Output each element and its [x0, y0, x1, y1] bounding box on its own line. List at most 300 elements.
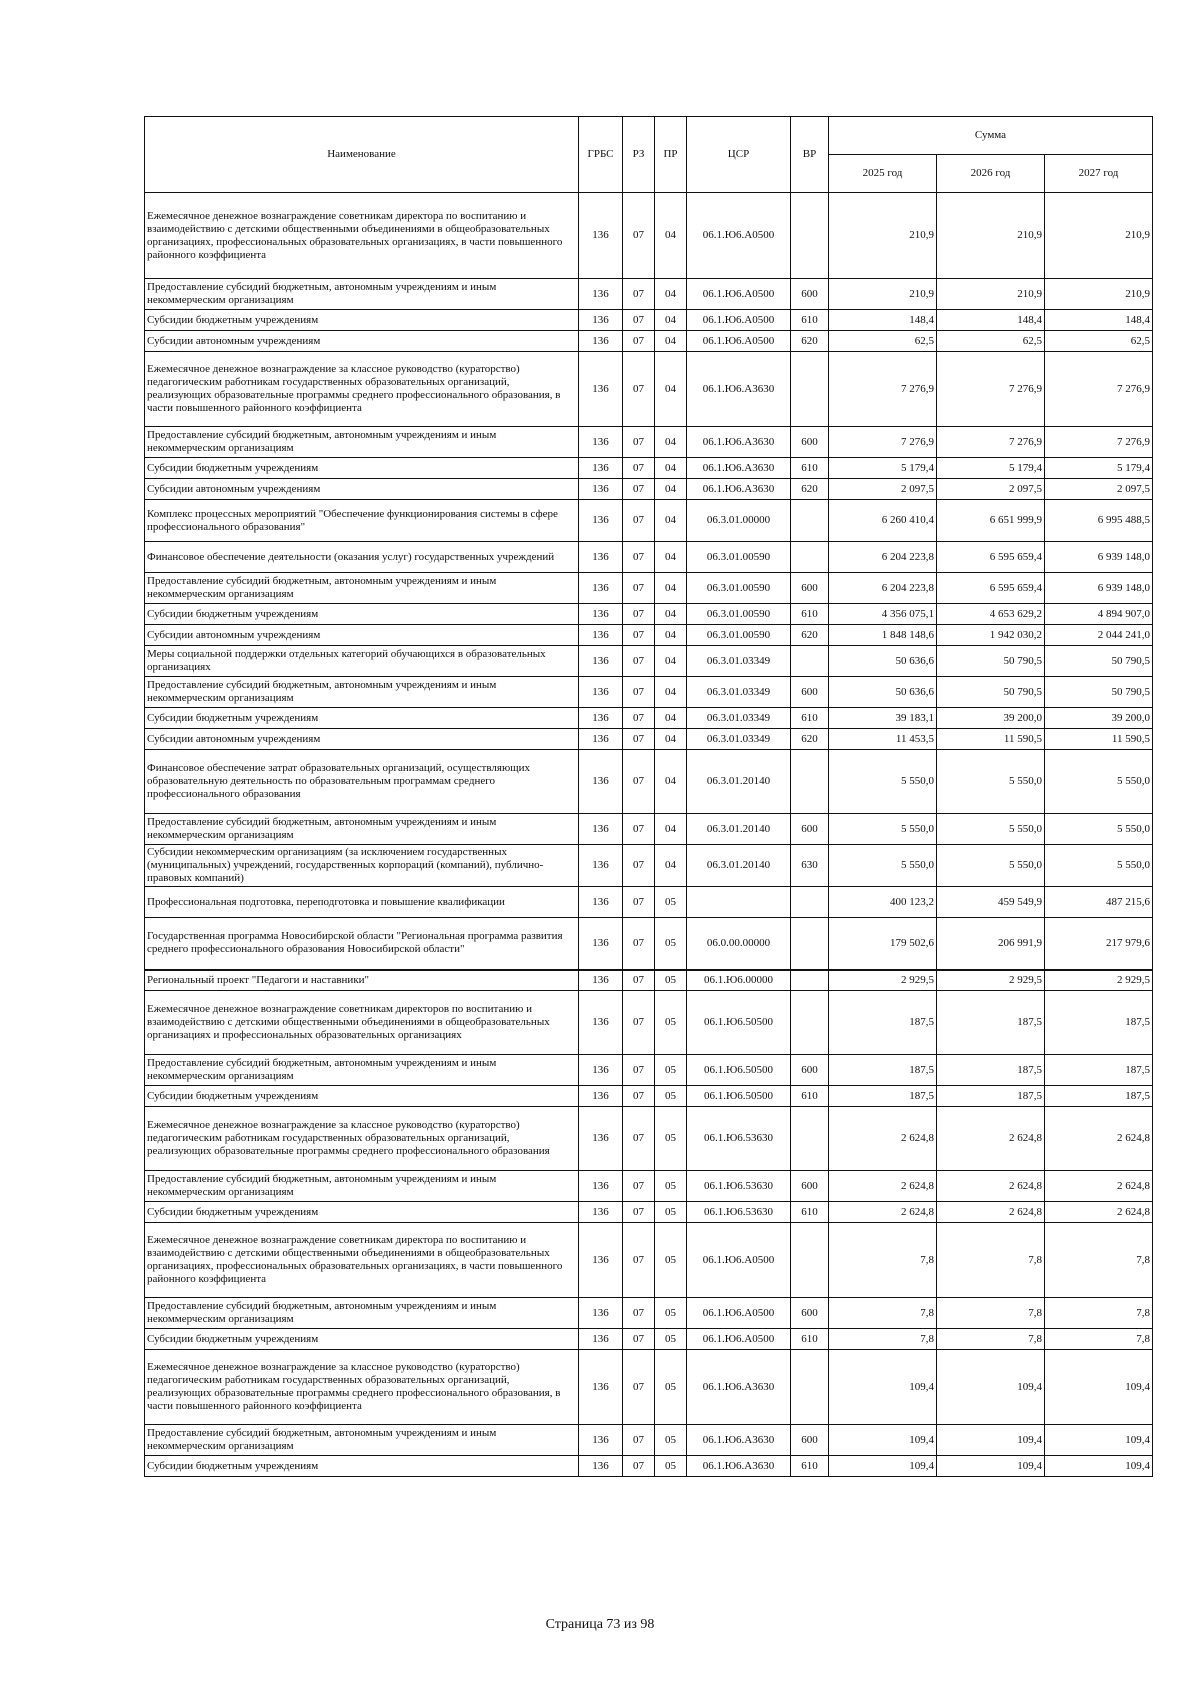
row-name: Ежемесячное денежное вознаграждение советникам директора по воспитанию и взаимодействию с детскими общественными объединениями в общеобразовательных организациях, профессиональных образовательных организациях, в части повышенного районного коэффициента — [145, 193, 579, 279]
row-value-2027: 217 979,6 — [1045, 918, 1153, 970]
row-rz: 07 — [623, 604, 655, 625]
row-csr: 06.3.01.20140 — [687, 750, 791, 814]
row-pr: 05 — [655, 970, 687, 991]
row-value-2025: 148,4 — [829, 310, 937, 331]
row-value-2027: 210,9 — [1045, 279, 1153, 310]
row-name: Субсидии автономным учреждениям — [145, 479, 579, 500]
row-value-2027: 5 550,0 — [1045, 845, 1153, 887]
table-row — [145, 918, 1153, 970]
row-pr: 04 — [655, 500, 687, 542]
row-value-2027: 11 590,5 — [1045, 729, 1153, 750]
row-csr: 06.1.Ю6.А0500 — [687, 1223, 791, 1298]
row-value-2026: 62,5 — [937, 331, 1045, 352]
row-name: Меры социальной поддержки отдельных категорий обучающихся в образовательных организациях — [145, 646, 579, 677]
row-rz: 07 — [623, 1171, 655, 1202]
row-value-2026: 5 550,0 — [937, 750, 1045, 814]
row-rz: 07 — [623, 427, 655, 458]
row-vr: 620 — [791, 479, 829, 500]
row-value-2026: 2 624,8 — [937, 1107, 1045, 1171]
row-value-2025: 2 097,5 — [829, 479, 937, 500]
row-name: Ежемесячное денежное вознаграждение за классное руководство (кураторство) педагогическим работникам государственных образовательных организаций, реализующих образовательные программы среднего профессионального образования — [145, 1107, 579, 1171]
row-name: Предоставление субсидий бюджетным, автономным учреждениям и иным некоммерческим организациям — [145, 814, 579, 845]
row-name: Субсидии бюджетным учреждениям — [145, 458, 579, 479]
row-value-2025: 7 276,9 — [829, 352, 937, 427]
row-value-2025: 62,5 — [829, 331, 937, 352]
row-pr: 04 — [655, 310, 687, 331]
row-rz: 07 — [623, 991, 655, 1055]
row-name: Предоставление субсидий бюджетным, автономным учреждениям и иным некоммерческим организациям — [145, 427, 579, 458]
row-pr: 04 — [655, 604, 687, 625]
row-csr: 06.3.01.00000 — [687, 500, 791, 542]
row-name: Региональный проект "Педагоги и наставники" — [145, 970, 579, 991]
row-vr: 600 — [791, 573, 829, 604]
row-name: Субсидии бюджетным учреждениям — [145, 310, 579, 331]
row-rz: 07 — [623, 970, 655, 991]
row-grbs: 136 — [579, 1350, 623, 1425]
row-value-2026: 7,8 — [937, 1329, 1045, 1350]
row-value-2026: 4 653 629,2 — [937, 604, 1045, 625]
row-value-2026: 109,4 — [937, 1456, 1045, 1477]
row-grbs: 136 — [579, 677, 623, 708]
row-vr: 600 — [791, 814, 829, 845]
header-rz: РЗ — [623, 117, 655, 193]
row-value-2026: 5 550,0 — [937, 814, 1045, 845]
row-rz: 07 — [623, 729, 655, 750]
row-value-2025: 11 453,5 — [829, 729, 937, 750]
header-year-2025: 2025 год — [829, 155, 937, 193]
row-csr: 06.1.Ю6.А0500 — [687, 1298, 791, 1329]
row-name: Предоставление субсидий бюджетным, автономным учреждениям и иным некоммерческим организациям — [145, 1171, 579, 1202]
header-sum: Сумма — [829, 117, 1153, 155]
row-csr: 06.1.Ю6.А0500 — [687, 1329, 791, 1350]
row-pr: 05 — [655, 1202, 687, 1223]
row-name: Ежемесячное денежное вознаграждение за классное руководство (кураторство) педагогическим работникам государственных образовательных организаций, реализующих образовательные программы среднего профессионального образования, в части повышенного районного коэффициента — [145, 1350, 579, 1425]
header-name: Наименование — [145, 117, 579, 193]
row-value-2026: 5 179,4 — [937, 458, 1045, 479]
row-vr: 610 — [791, 604, 829, 625]
table-row — [145, 1298, 1153, 1329]
row-value-2026: 7,8 — [937, 1223, 1045, 1298]
row-grbs: 136 — [579, 887, 623, 918]
row-value-2027: 2 624,8 — [1045, 1171, 1153, 1202]
row-value-2027: 6 995 488,5 — [1045, 500, 1153, 542]
row-grbs: 136 — [579, 1223, 623, 1298]
row-rz: 07 — [623, 1329, 655, 1350]
row-pr: 05 — [655, 1107, 687, 1171]
row-value-2027: 6 939 148,0 — [1045, 542, 1153, 573]
table-row — [145, 729, 1153, 750]
row-value-2027: 7,8 — [1045, 1298, 1153, 1329]
row-value-2026: 109,4 — [937, 1350, 1045, 1425]
row-rz: 07 — [623, 1202, 655, 1223]
table-row — [145, 331, 1153, 352]
row-value-2025: 7,8 — [829, 1298, 937, 1329]
table-row — [145, 1350, 1153, 1425]
row-pr: 04 — [655, 352, 687, 427]
table-row — [145, 1456, 1153, 1477]
row-csr: 06.3.01.00590 — [687, 625, 791, 646]
row-pr: 05 — [655, 1171, 687, 1202]
row-value-2025: 2 929,5 — [829, 970, 937, 991]
row-vr — [791, 750, 829, 814]
table-row — [145, 604, 1153, 625]
header-vr: ВР — [791, 117, 829, 193]
row-vr — [791, 646, 829, 677]
row-csr: 06.1.Ю6.А0500 — [687, 279, 791, 310]
row-name: Предоставление субсидий бюджетным, автономным учреждениям и иным некоммерческим организациям — [145, 1055, 579, 1086]
row-value-2025: 6 204 223,8 — [829, 573, 937, 604]
table-row — [145, 352, 1153, 427]
row-value-2026: 5 550,0 — [937, 845, 1045, 887]
row-vr — [791, 991, 829, 1055]
row-vr — [791, 918, 829, 970]
row-csr: 06.3.01.20140 — [687, 845, 791, 887]
row-value-2026: 50 790,5 — [937, 646, 1045, 677]
table-row — [145, 1202, 1153, 1223]
row-rz: 07 — [623, 310, 655, 331]
row-value-2027: 50 790,5 — [1045, 677, 1153, 708]
row-csr: 06.1.Ю6.А3630 — [687, 352, 791, 427]
row-pr: 04 — [655, 573, 687, 604]
row-value-2025: 179 502,6 — [829, 918, 937, 970]
row-value-2027: 148,4 — [1045, 310, 1153, 331]
row-name: Предоставление субсидий бюджетным, автономным учреждениям и иным некоммерческим организациям — [145, 279, 579, 310]
row-value-2027: 187,5 — [1045, 991, 1153, 1055]
row-value-2027: 6 939 148,0 — [1045, 573, 1153, 604]
row-grbs: 136 — [579, 991, 623, 1055]
row-value-2026: 6 595 659,4 — [937, 573, 1045, 604]
table-row — [145, 625, 1153, 646]
table-row — [145, 1086, 1153, 1107]
row-pr: 04 — [655, 729, 687, 750]
budget-table — [144, 116, 1153, 1477]
table-row — [145, 814, 1153, 845]
table-row — [145, 750, 1153, 814]
row-grbs: 136 — [579, 750, 623, 814]
table-row — [145, 970, 1153, 991]
row-vr: 620 — [791, 729, 829, 750]
row-pr: 04 — [655, 193, 687, 279]
row-value-2025: 210,9 — [829, 279, 937, 310]
row-rz: 07 — [623, 887, 655, 918]
row-csr: 06.3.01.00590 — [687, 604, 791, 625]
row-value-2027: 5 550,0 — [1045, 814, 1153, 845]
row-grbs: 136 — [579, 1086, 623, 1107]
row-rz: 07 — [623, 479, 655, 500]
row-value-2025: 2 624,8 — [829, 1171, 937, 1202]
row-pr: 04 — [655, 331, 687, 352]
row-grbs: 136 — [579, 708, 623, 729]
row-rz: 07 — [623, 279, 655, 310]
row-csr: 06.3.01.03349 — [687, 646, 791, 677]
row-csr: 06.1.Ю6.А3630 — [687, 1350, 791, 1425]
row-rz: 07 — [623, 352, 655, 427]
row-value-2025: 109,4 — [829, 1456, 937, 1477]
row-value-2026: 459 549,9 — [937, 887, 1045, 918]
row-value-2025: 7,8 — [829, 1223, 937, 1298]
row-csr: 06.1.Ю6.А3630 — [687, 458, 791, 479]
row-pr: 04 — [655, 750, 687, 814]
row-rz: 07 — [623, 750, 655, 814]
header-grbs: ГРБС — [579, 117, 623, 193]
row-value-2025: 5 550,0 — [829, 845, 937, 887]
row-csr: 06.3.01.03349 — [687, 729, 791, 750]
row-vr: 600 — [791, 279, 829, 310]
row-value-2027: 50 790,5 — [1045, 646, 1153, 677]
row-rz: 07 — [623, 1107, 655, 1171]
row-grbs: 136 — [579, 604, 623, 625]
row-value-2026: 210,9 — [937, 193, 1045, 279]
row-name: Предоставление субсидий бюджетным, автономным учреждениям и иным некоммерческим организациям — [145, 1425, 579, 1456]
row-vr — [791, 970, 829, 991]
row-pr: 05 — [655, 1329, 687, 1350]
table-row — [145, 1107, 1153, 1171]
row-csr: 06.3.01.00590 — [687, 573, 791, 604]
row-value-2026: 50 790,5 — [937, 677, 1045, 708]
row-grbs: 136 — [579, 845, 623, 887]
row-name: Субсидии автономным учреждениям — [145, 331, 579, 352]
row-value-2027: 487 215,6 — [1045, 887, 1153, 918]
row-rz: 07 — [623, 625, 655, 646]
row-value-2027: 2 624,8 — [1045, 1107, 1153, 1171]
row-name: Субсидии бюджетным учреждениям — [145, 708, 579, 729]
row-value-2026: 11 590,5 — [937, 729, 1045, 750]
row-csr: 06.1.Ю6.53630 — [687, 1202, 791, 1223]
row-vr: 610 — [791, 310, 829, 331]
row-vr — [791, 500, 829, 542]
row-name: Предоставление субсидий бюджетным, автономным учреждениям и иным некоммерческим организациям — [145, 1298, 579, 1329]
row-vr — [791, 1350, 829, 1425]
row-vr: 600 — [791, 427, 829, 458]
row-value-2025: 39 183,1 — [829, 708, 937, 729]
row-csr: 06.3.01.03349 — [687, 708, 791, 729]
row-csr: 06.1.Ю6.А3630 — [687, 427, 791, 458]
row-rz: 07 — [623, 646, 655, 677]
header-pr: ПР — [655, 117, 687, 193]
row-csr: 06.3.01.03349 — [687, 677, 791, 708]
row-value-2025: 187,5 — [829, 1055, 937, 1086]
row-value-2025: 5 550,0 — [829, 814, 937, 845]
row-pr: 05 — [655, 1350, 687, 1425]
row-grbs: 136 — [579, 479, 623, 500]
row-value-2026: 39 200,0 — [937, 708, 1045, 729]
row-rz: 07 — [623, 1086, 655, 1107]
row-grbs: 136 — [579, 1425, 623, 1456]
table-row — [145, 310, 1153, 331]
row-value-2027: 109,4 — [1045, 1456, 1153, 1477]
row-rz: 07 — [623, 708, 655, 729]
row-grbs: 136 — [579, 573, 623, 604]
table-row — [145, 1425, 1153, 1456]
row-name: Финансовое обеспечение деятельности (оказания услуг) государственных учреждений — [145, 542, 579, 573]
row-value-2025: 187,5 — [829, 1086, 937, 1107]
row-grbs: 136 — [579, 310, 623, 331]
row-csr: 06.1.Ю6.А0500 — [687, 310, 791, 331]
row-value-2027: 7,8 — [1045, 1329, 1153, 1350]
row-grbs: 136 — [579, 970, 623, 991]
row-csr: 06.1.Ю6.50500 — [687, 1086, 791, 1107]
row-pr: 05 — [655, 1456, 687, 1477]
row-value-2027: 2 624,8 — [1045, 1202, 1153, 1223]
row-grbs: 136 — [579, 646, 623, 677]
table-row — [145, 1171, 1153, 1202]
row-pr: 05 — [655, 887, 687, 918]
row-csr: 06.0.00.00000 — [687, 918, 791, 970]
row-value-2026: 206 991,9 — [937, 918, 1045, 970]
row-value-2027: 62,5 — [1045, 331, 1153, 352]
row-grbs: 136 — [579, 542, 623, 573]
table-row — [145, 887, 1153, 918]
row-value-2026: 187,5 — [937, 1055, 1045, 1086]
row-pr: 05 — [655, 918, 687, 970]
table-row — [145, 542, 1153, 573]
row-rz: 07 — [623, 1350, 655, 1425]
row-name: Ежемесячное денежное вознаграждение советникам директоров по воспитанию и взаимодействию с детскими общественными объединениями в общеобразовательных организациях и профессиональных образовательных организациях — [145, 991, 579, 1055]
row-name: Субсидии бюджетным учреждениям — [145, 1329, 579, 1350]
row-pr: 05 — [655, 1298, 687, 1329]
row-value-2026: 7 276,9 — [937, 427, 1045, 458]
row-pr: 04 — [655, 479, 687, 500]
row-csr: 06.3.01.00590 — [687, 542, 791, 573]
row-vr: 610 — [791, 708, 829, 729]
row-value-2027: 187,5 — [1045, 1086, 1153, 1107]
row-rz: 07 — [623, 1223, 655, 1298]
row-rz: 07 — [623, 1456, 655, 1477]
row-value-2026: 210,9 — [937, 279, 1045, 310]
table-row — [145, 646, 1153, 677]
row-value-2026: 2 624,8 — [937, 1202, 1045, 1223]
row-value-2026: 7,8 — [937, 1298, 1045, 1329]
row-vr: 610 — [791, 1329, 829, 1350]
row-grbs: 136 — [579, 279, 623, 310]
row-vr: 600 — [791, 677, 829, 708]
row-vr — [791, 887, 829, 918]
row-vr: 620 — [791, 625, 829, 646]
row-pr: 04 — [655, 708, 687, 729]
row-vr: 600 — [791, 1298, 829, 1329]
row-value-2027: 2 044 241,0 — [1045, 625, 1153, 646]
row-value-2025: 210,9 — [829, 193, 937, 279]
row-csr: 06.1.Ю6.50500 — [687, 1055, 791, 1086]
row-grbs: 136 — [579, 458, 623, 479]
row-name: Финансовое обеспечение затрат образовательных организаций, осуществляющих образовательную деятельность по образовательным программам среднего профессионального образования — [145, 750, 579, 814]
row-csr: 06.1.Ю6.А3630 — [687, 1456, 791, 1477]
row-pr: 05 — [655, 991, 687, 1055]
row-value-2027: 210,9 — [1045, 193, 1153, 279]
table-row — [145, 279, 1153, 310]
row-value-2026: 2 097,5 — [937, 479, 1045, 500]
row-csr: 06.1.Ю6.00000 — [687, 970, 791, 991]
row-csr: 06.1.Ю6.А3630 — [687, 1425, 791, 1456]
row-grbs: 136 — [579, 1171, 623, 1202]
row-vr: 600 — [791, 1055, 829, 1086]
row-grbs: 136 — [579, 918, 623, 970]
row-pr: 04 — [655, 427, 687, 458]
row-vr: 630 — [791, 845, 829, 887]
table-row — [145, 845, 1153, 887]
row-value-2026: 6 595 659,4 — [937, 542, 1045, 573]
row-rz: 07 — [623, 458, 655, 479]
row-value-2027: 187,5 — [1045, 1055, 1153, 1086]
table-body — [145, 193, 1153, 1477]
row-value-2025: 400 123,2 — [829, 887, 937, 918]
row-name: Субсидии некоммерческим организациям (за исключением государственных (муниципальных) учреждений, государственных корпораций (компаний), публично-правовых компаний) — [145, 845, 579, 887]
page-number: Страница 73 из 98 — [545, 1617, 655, 1632]
row-grbs: 136 — [579, 1202, 623, 1223]
row-value-2025: 5 179,4 — [829, 458, 937, 479]
row-rz: 07 — [623, 677, 655, 708]
row-value-2027: 5 179,4 — [1045, 458, 1153, 479]
row-pr: 05 — [655, 1055, 687, 1086]
row-value-2026: 2 624,8 — [937, 1171, 1045, 1202]
row-value-2025: 6 204 223,8 — [829, 542, 937, 573]
row-value-2026: 187,5 — [937, 1086, 1045, 1107]
row-value-2027: 7 276,9 — [1045, 427, 1153, 458]
row-rz: 07 — [623, 918, 655, 970]
row-name: Субсидии бюджетным учреждениям — [145, 1086, 579, 1107]
row-value-2026: 1 942 030,2 — [937, 625, 1045, 646]
row-name: Ежемесячное денежное вознаграждение за классное руководство (кураторство) педагогическим работникам государственных образовательных организаций, реализующих образовательные программы среднего профессионального образования, в части повышенного районного коэффициента — [145, 352, 579, 427]
row-grbs: 136 — [579, 1298, 623, 1329]
row-grbs: 136 — [579, 1329, 623, 1350]
row-vr: 600 — [791, 1171, 829, 1202]
row-value-2025: 7,8 — [829, 1329, 937, 1350]
row-value-2027: 2 097,5 — [1045, 479, 1153, 500]
row-vr: 620 — [791, 331, 829, 352]
row-name: Субсидии автономным учреждениям — [145, 625, 579, 646]
row-csr: 06.3.01.20140 — [687, 814, 791, 845]
row-csr: 06.1.Ю6.53630 — [687, 1107, 791, 1171]
row-grbs: 136 — [579, 1107, 623, 1171]
row-value-2026: 148,4 — [937, 310, 1045, 331]
table-row — [145, 427, 1153, 458]
row-value-2027: 109,4 — [1045, 1425, 1153, 1456]
row-pr: 04 — [655, 279, 687, 310]
row-name: Предоставление субсидий бюджетным, автономным учреждениям и иным некоммерческим организациям — [145, 677, 579, 708]
row-vr: 610 — [791, 1086, 829, 1107]
row-rz: 07 — [623, 542, 655, 573]
row-value-2025: 50 636,6 — [829, 646, 937, 677]
row-value-2027: 109,4 — [1045, 1350, 1153, 1425]
table-row — [145, 1055, 1153, 1086]
row-pr: 04 — [655, 814, 687, 845]
row-value-2026: 6 651 999,9 — [937, 500, 1045, 542]
row-value-2025: 7 276,9 — [829, 427, 937, 458]
row-vr — [791, 542, 829, 573]
row-vr: 610 — [791, 1456, 829, 1477]
row-name: Комплекс процессных мероприятий "Обеспечение функционирования системы в сфере профессионального образования" — [145, 500, 579, 542]
row-csr: 06.1.Ю6.53630 — [687, 1171, 791, 1202]
row-name: Ежемесячное денежное вознаграждение советникам директора по воспитанию и взаимодействию с детскими общественными объединениями в общеобразовательных организациях, профессиональных образовательных организациях, в части повышенного районного коэффициента — [145, 1223, 579, 1298]
row-rz: 07 — [623, 1298, 655, 1329]
row-grbs: 136 — [579, 427, 623, 458]
row-rz: 07 — [623, 193, 655, 279]
row-rz: 07 — [623, 845, 655, 887]
table-row — [145, 708, 1153, 729]
row-value-2025: 187,5 — [829, 991, 937, 1055]
row-value-2025: 6 260 410,4 — [829, 500, 937, 542]
row-vr — [791, 352, 829, 427]
row-vr — [791, 1107, 829, 1171]
row-grbs: 136 — [579, 729, 623, 750]
row-pr: 05 — [655, 1425, 687, 1456]
row-value-2026: 187,5 — [937, 991, 1045, 1055]
row-value-2025: 5 550,0 — [829, 750, 937, 814]
row-vr — [791, 1223, 829, 1298]
row-grbs: 136 — [579, 500, 623, 542]
row-pr: 05 — [655, 1086, 687, 1107]
row-name: Субсидии бюджетным учреждениям — [145, 1456, 579, 1477]
